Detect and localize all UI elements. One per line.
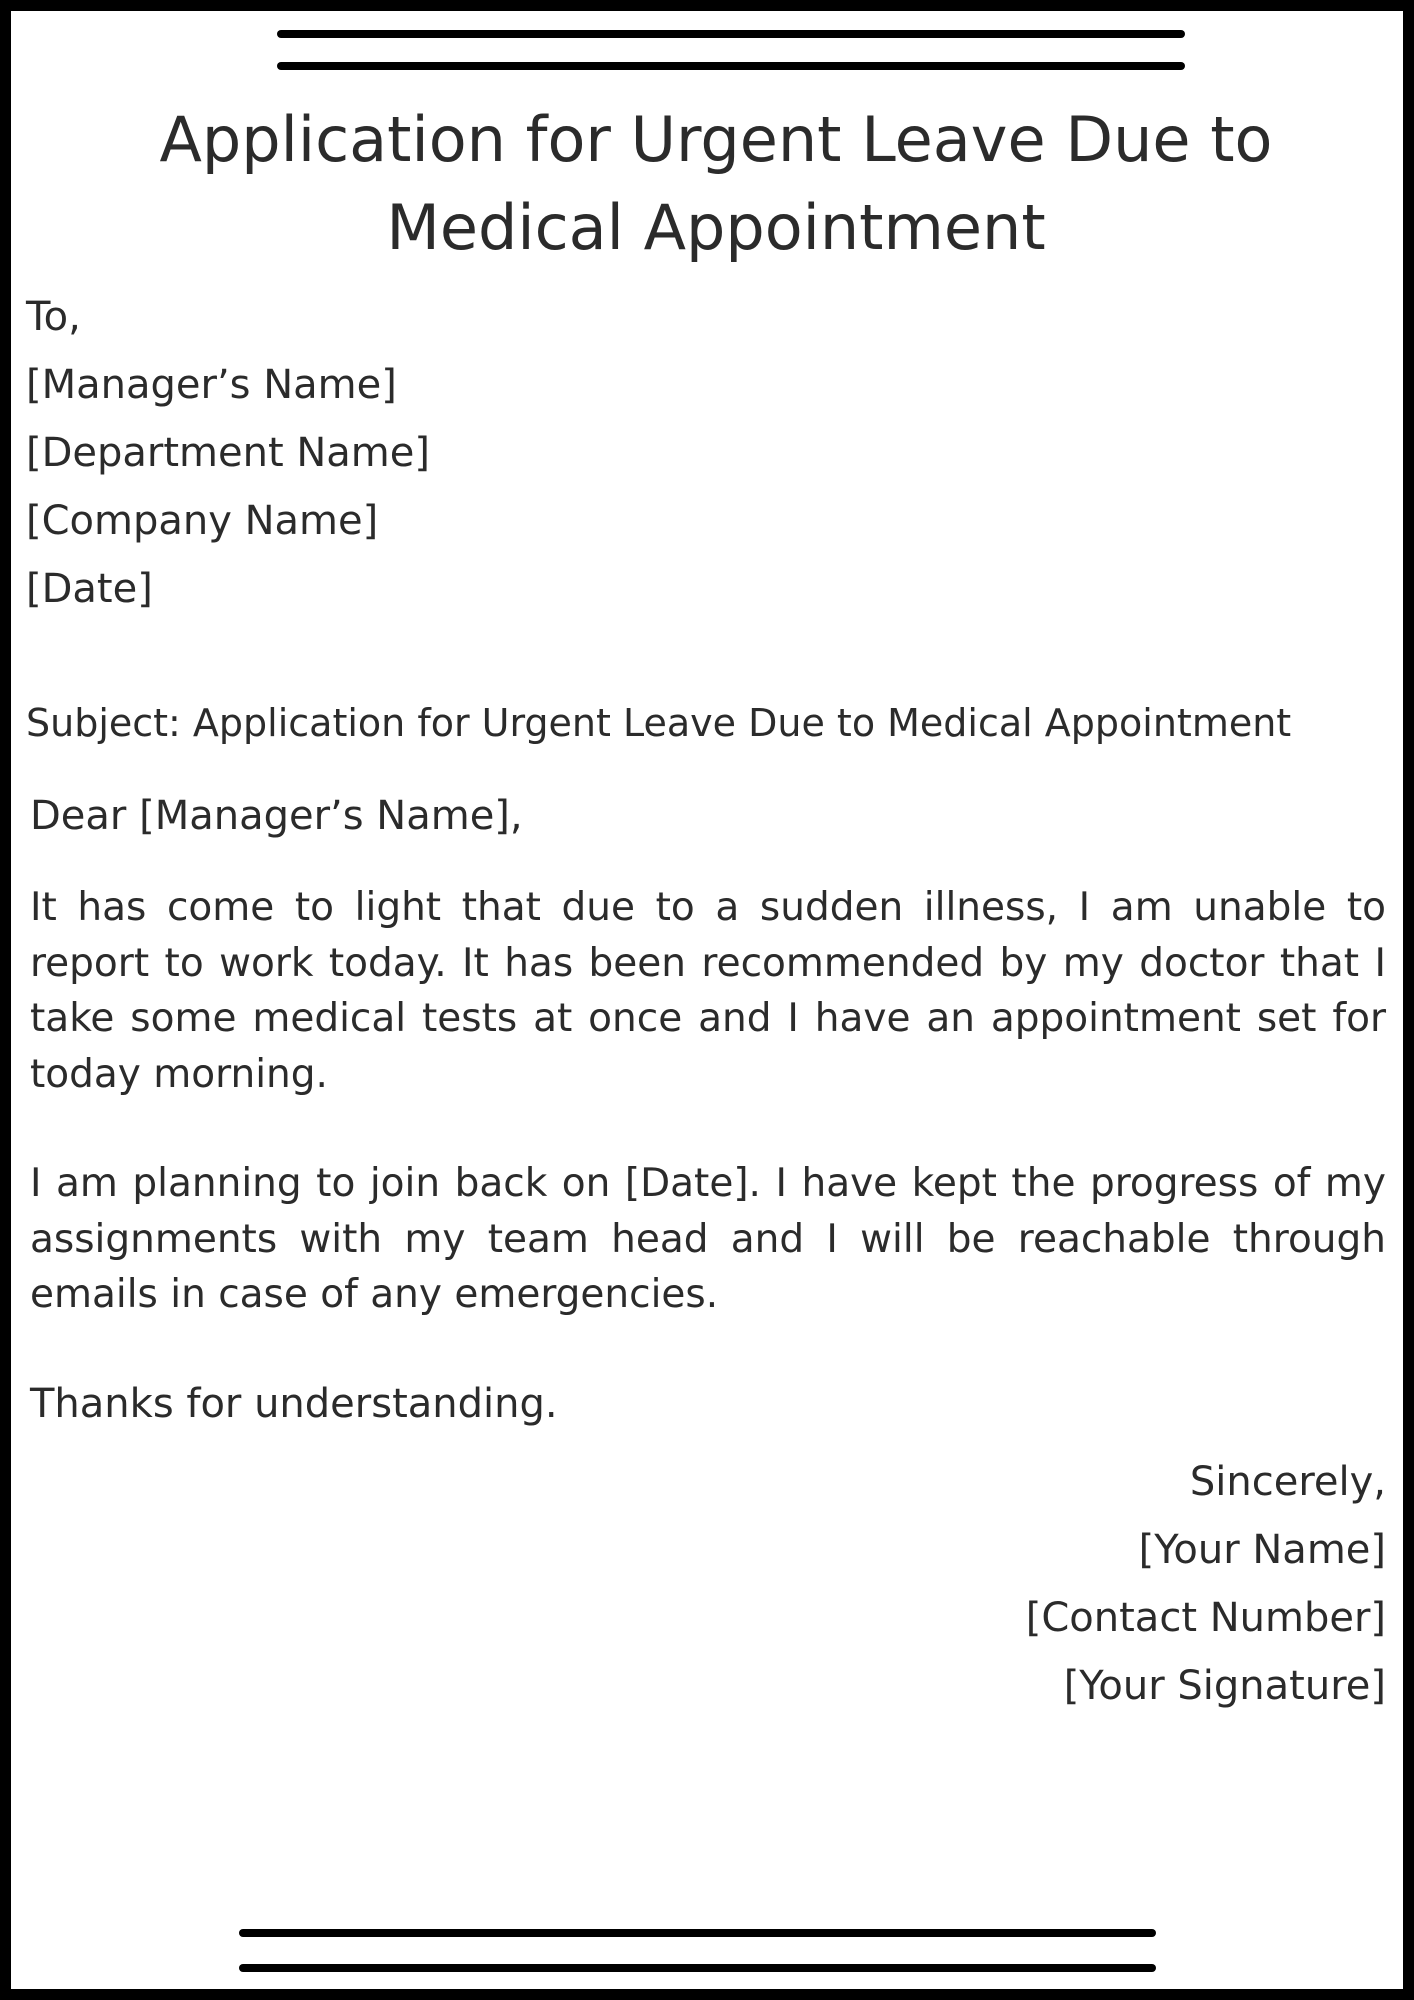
- sender-contact-number: [Contact Number]: [1025, 1595, 1386, 1641]
- letter-title: Application for Urgent Leave Due to Medical Appointment: [159, 103, 1273, 264]
- recipient-block: [26, 283, 430, 623]
- sender-name: [Your Name]: [1138, 1527, 1386, 1573]
- recipient-company-name: [Company Name]: [26, 498, 379, 544]
- bottom-decorative-rule-lower: [239, 1964, 1156, 1972]
- closing-line: Thanks for understanding.: [30, 1381, 558, 1427]
- recipient-to: To,: [26, 294, 81, 340]
- valediction: Sincerely,: [1189, 1459, 1386, 1505]
- recipient-date: [Date]: [26, 566, 153, 612]
- top-decorative-rule-lower: [277, 62, 1185, 70]
- top-decorative-rule-upper: [277, 30, 1185, 38]
- recipient-manager-name: [Manager’s Name]: [26, 362, 397, 408]
- signoff-block: [1026, 1448, 1386, 1720]
- body-paragraph-1: It has come to light that due to a sudden illness, I am unable to report to work today. It has been recommended by my doctor that I take some medical tests at once and I have an appointment set for today morning.: [30, 885, 1386, 1097]
- body-paragraph-2: I am planning to join back on [Date]. I have kept the progress of my assignments with my team head and I will be reachable through emails in case of any emergencies.: [30, 1161, 1386, 1317]
- bottom-decorative-rule-upper: [239, 1929, 1156, 1937]
- recipient-department-name: [Department Name]: [26, 430, 430, 476]
- salutation: Dear [Manager’s Name],: [30, 793, 523, 839]
- subject-line: Subject: Application for Urgent Leave Due to Medical Appointment: [26, 701, 1292, 745]
- sender-signature: [Your Signature]: [1063, 1663, 1386, 1709]
